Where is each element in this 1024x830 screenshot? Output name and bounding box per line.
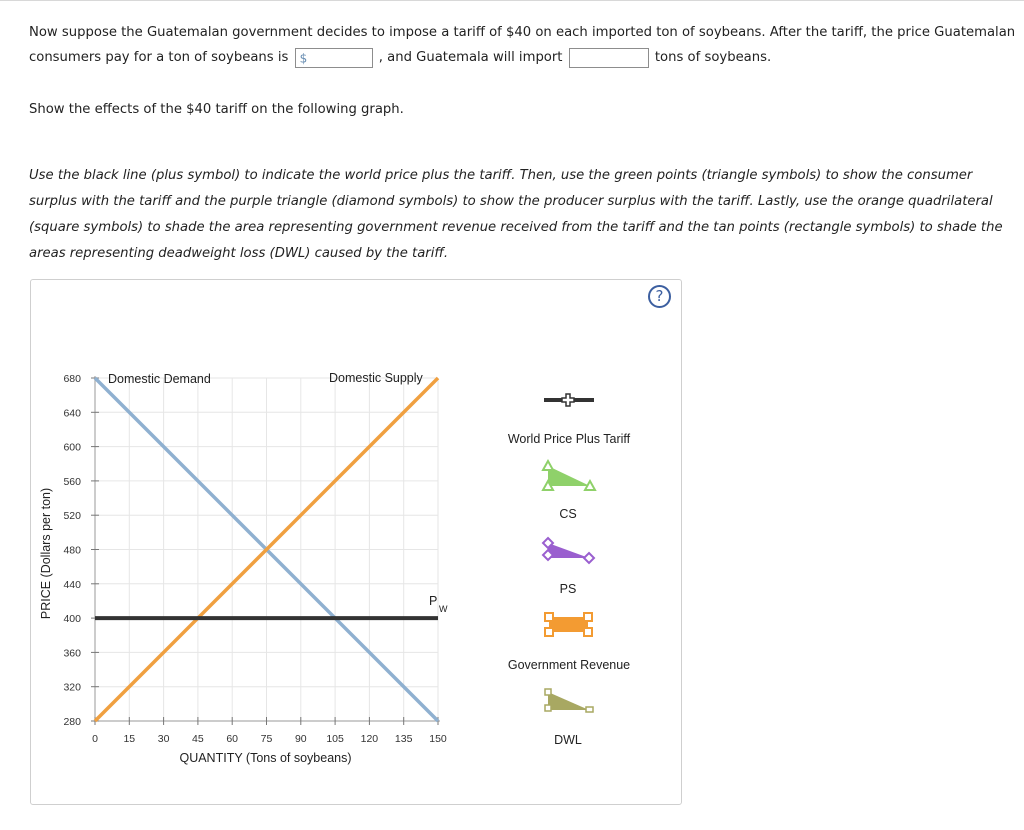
consumer-price-input[interactable] (295, 48, 373, 68)
domestic-supply-label: Domestic Supply (329, 371, 423, 385)
cs-label: CS (559, 507, 577, 521)
y-axis-title: PRICE (Dollars per ton) (39, 487, 53, 620)
x-tick-label: 135 (394, 733, 413, 745)
square-icon (545, 628, 553, 636)
x-tick-label: 75 (260, 733, 273, 745)
x-tick-label: 0 (92, 733, 98, 745)
y-tick-label: 280 (63, 716, 81, 728)
world-price-plus-tariff-label: World Price Plus Tariff (507, 432, 631, 446)
rectangle-icon (545, 689, 551, 695)
x-tick-label: 90 (294, 733, 307, 745)
gov-revenue-fill (549, 617, 588, 632)
question-text-part2: , and Guatemala will import (378, 50, 563, 65)
x-tick-label: 45 (192, 733, 204, 745)
graph-panel (30, 279, 682, 805)
y-tick-label: 520 (63, 510, 81, 523)
dwl-label: DWL (554, 733, 582, 747)
question-text-part1: consumers pay for a ton of soybeans is (29, 50, 289, 65)
dollar-prefix: $ (299, 51, 308, 66)
y-tick-label: 600 (63, 441, 81, 454)
top-divider (0, 0, 1024, 1)
domestic-demand-label: Domestic Demand (108, 372, 211, 386)
square-icon (584, 628, 592, 636)
y-tick-label: 320 (63, 681, 81, 694)
world-price-subscript: W (439, 604, 448, 614)
graph-prompt: Show the effects of the $40 tariff on the following graph. (29, 102, 404, 117)
x-tick-label: 105 (326, 733, 344, 745)
y-tick-label: 640 (63, 407, 81, 420)
y-tick-label: 360 (63, 647, 81, 660)
rectangle-icon (586, 707, 593, 712)
square-icon (584, 613, 592, 621)
y-tick-label: 440 (63, 578, 81, 591)
x-axis-title: QUANTITY (Tons of soybeans) (179, 751, 352, 765)
x-tick-label: 120 (360, 733, 379, 745)
x-tick-label: 150 (429, 733, 447, 745)
question-line-2 (29, 48, 771, 68)
import-quantity-input[interactable] (569, 48, 649, 68)
x-tick-label: 60 (226, 733, 239, 745)
x-tick-label: 30 (157, 733, 170, 745)
y-tick-label: 480 (63, 544, 81, 557)
rectangle-icon (545, 705, 551, 711)
world-price-label: P (429, 594, 438, 608)
graph-instructions: Use the black line (plus symbol) to indicate the world price plus the tariff. Then, use the green points (triangle symbols) to show the consumer surplus with the tariff and the purple triangle (diamond symbols) to show the producer surplus with the tariff. Lastly, use the orange quadrilateral (square symbols) to shade the area representing government revenue received from the tariff and the tan points (rectangle symbols) to shade the areas representing deadweight loss (DWL) caused by the tariff. (29, 168, 1003, 261)
question-text-part3: tons of soybeans. (654, 50, 772, 65)
question-mark-icon[interactable]: ? (648, 285, 671, 308)
ps-label: PS (559, 582, 577, 596)
square-icon (545, 613, 553, 621)
y-tick-label: 400 (63, 613, 81, 626)
question-line-1: Now suppose the Guatemalan government decides to impose a tariff of $40 on each imported ton of soybeans. After the tariff, the price Guatemalan (29, 25, 1016, 40)
x-tick-label: 15 (123, 733, 136, 745)
y-tick-label: 680 (63, 373, 81, 385)
y-tick-label: 560 (63, 475, 81, 488)
gov-revenue-label: Government Revenue (507, 658, 631, 672)
